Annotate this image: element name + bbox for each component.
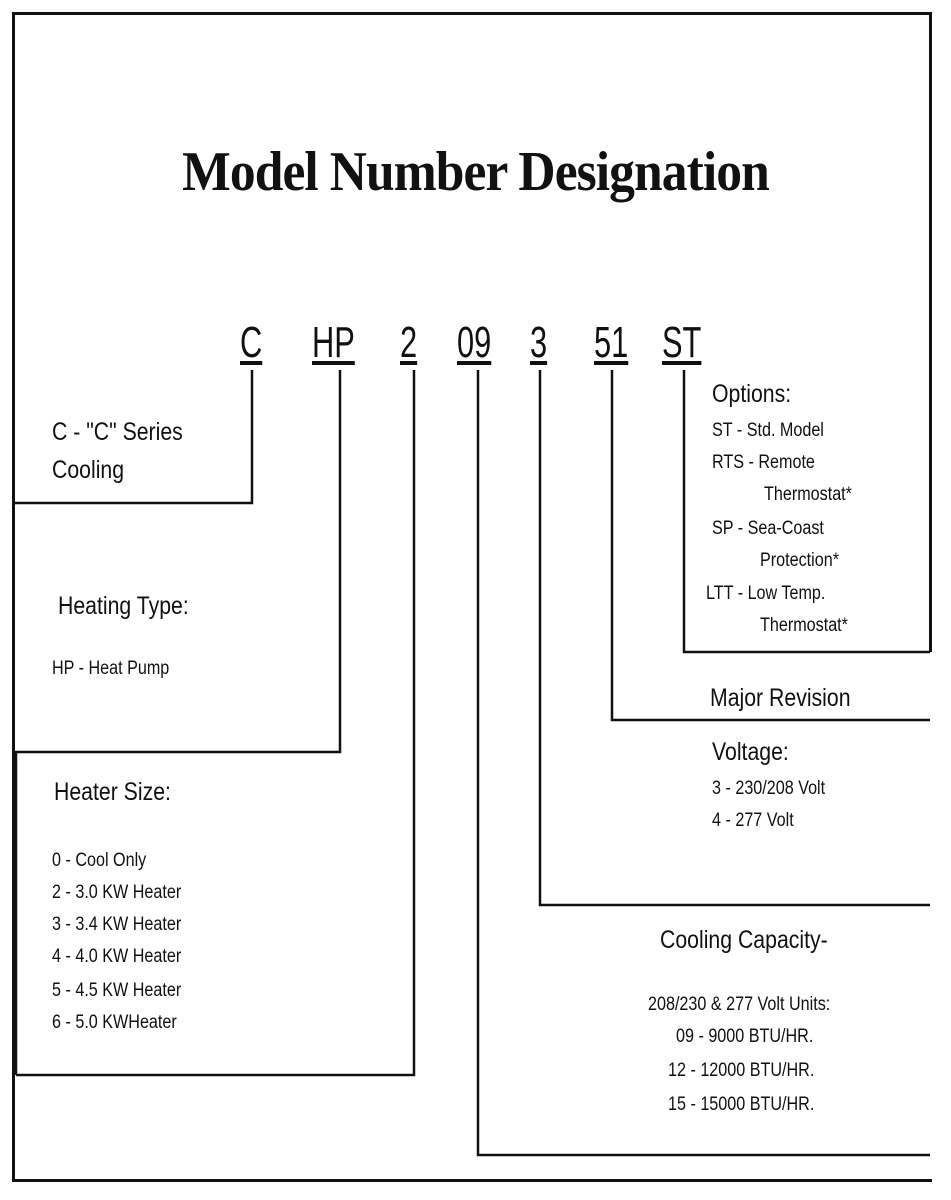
capacity-item: 15 - 15000 BTU/HR.	[668, 1094, 815, 1115]
options-item: SP - Sea-Coast	[712, 518, 824, 539]
series-line2: Cooling	[52, 456, 125, 484]
options-item: ST - Std. Model	[712, 420, 824, 441]
heating-item: HP - Heat Pump	[52, 658, 170, 679]
code-capacity: 09	[457, 318, 492, 367]
code-series: C	[240, 318, 263, 367]
voltage-item: 4 - 277 Volt	[712, 810, 794, 831]
series-line1: C - "C" Series	[52, 418, 183, 446]
options-item: LTT - Low Temp.	[706, 583, 826, 604]
heater-item: 0 - Cool Only	[52, 850, 147, 871]
options-heading: Options:	[712, 380, 792, 408]
options-item: Thermostat*	[764, 484, 852, 505]
heater-item: 2 - 3.0 KW Heater	[52, 882, 182, 903]
heater-item: 3 - 3.4 KW Heater	[52, 914, 182, 935]
capacity-item: 12 - 12000 BTU/HR.	[668, 1060, 815, 1081]
options-item: Protection*	[760, 550, 840, 571]
heating-heading: Heating Type:	[58, 592, 189, 620]
code-heating: HP	[312, 318, 355, 367]
heater-item: 4 - 4.0 KW Heater	[52, 946, 182, 967]
capacity-item: 208/230 & 277 Volt Units:	[648, 994, 831, 1015]
code-voltage: 3	[530, 318, 548, 367]
voltage-heading: Voltage:	[712, 738, 789, 766]
options-item: Thermostat*	[760, 615, 848, 636]
heater-item: 5 - 4.5 KW Heater	[52, 980, 182, 1001]
heater-heading: Heater Size:	[54, 778, 171, 806]
heater-item: 6 - 5.0 KWHeater	[52, 1012, 177, 1033]
options-item: RTS - Remote	[712, 452, 815, 473]
code-heater: 2	[400, 318, 418, 367]
code-revision: 51	[594, 318, 629, 367]
voltage-item: 3 - 230/208 Volt	[712, 778, 826, 799]
capacity-item: 09 - 9000 BTU/HR.	[676, 1026, 814, 1047]
code-options: ST	[662, 318, 702, 367]
page-title: Model Number Designation	[182, 141, 769, 203]
revision-heading: Major Revision	[710, 684, 851, 712]
options-connector	[684, 370, 930, 652]
capacity-heading: Cooling Capacity-	[660, 926, 828, 954]
